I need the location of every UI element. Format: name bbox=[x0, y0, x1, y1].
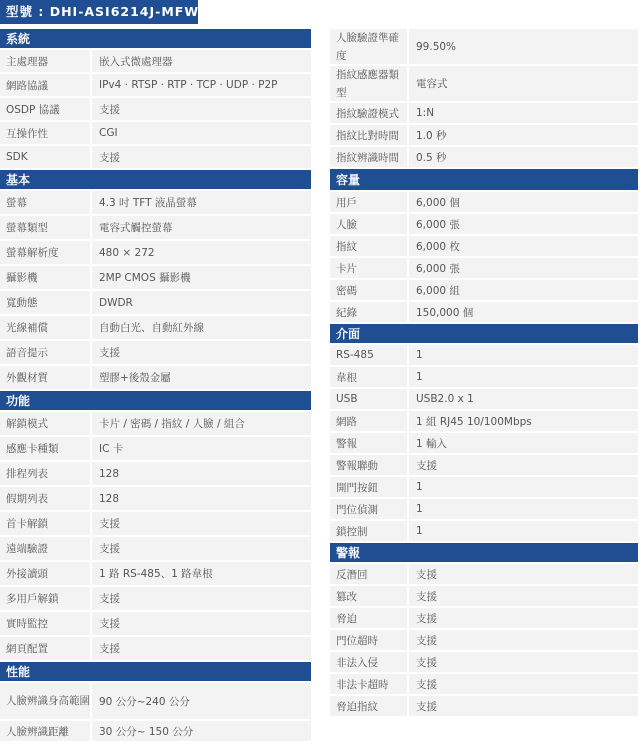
spec-row bbox=[0, 487, 311, 510]
spec-label: SDK bbox=[0, 146, 90, 168]
spec-label: 互操作性 bbox=[0, 122, 90, 144]
spec-row bbox=[0, 412, 311, 435]
spec-label: 感應卡種類 bbox=[0, 437, 90, 460]
spec-value: IC 卡 bbox=[92, 437, 311, 460]
spec-row bbox=[330, 66, 638, 101]
spec-value: 1 輸入 bbox=[409, 433, 638, 453]
section-header: 介面 bbox=[330, 324, 638, 343]
spec-value: 4.3 吋 TFT 液晶螢幕 bbox=[92, 191, 311, 214]
spec-row bbox=[330, 586, 638, 606]
spec-row bbox=[0, 437, 311, 460]
spec-value: 1 bbox=[409, 499, 638, 519]
spec-label: 反潛回 bbox=[330, 564, 407, 584]
spec-row bbox=[330, 455, 638, 475]
spec-value: 480 × 272 bbox=[92, 241, 311, 264]
spec-row bbox=[330, 389, 638, 409]
spec-label: 韋根 bbox=[330, 367, 407, 387]
spec-label: 非法卡超時 bbox=[330, 674, 407, 694]
spec-label: 多用戶解鎖 bbox=[0, 587, 90, 610]
spec-value: 支援 bbox=[92, 537, 311, 560]
spec-value: 電容式 bbox=[409, 66, 638, 101]
section-header: 基本 bbox=[0, 170, 311, 189]
spec-label: 螢幕解析度 bbox=[0, 241, 90, 264]
spec-row bbox=[330, 499, 638, 519]
spec-label: 攝影機 bbox=[0, 266, 90, 289]
spec-row bbox=[0, 191, 311, 214]
spec-label: 脅迫 bbox=[330, 608, 407, 628]
spec-value: 1 bbox=[409, 367, 638, 387]
spec-value: 1 bbox=[409, 345, 638, 365]
spec-label: 脅迫指紋 bbox=[330, 696, 407, 716]
spec-value: 卡片 / 密碼 / 指紋 / 人臉 / 組合 bbox=[92, 412, 311, 435]
spec-value: 電容式觸控螢幕 bbox=[92, 216, 311, 239]
spec-label: 遠端驗證 bbox=[0, 537, 90, 560]
spec-row bbox=[0, 721, 311, 741]
spec-row bbox=[330, 608, 638, 628]
spec-row bbox=[0, 98, 311, 120]
spec-label: 門位超時 bbox=[330, 630, 407, 650]
spec-value: 支援 bbox=[92, 587, 311, 610]
spec-label: 解鎖模式 bbox=[0, 412, 90, 435]
spec-label: 紀錄 bbox=[330, 302, 407, 322]
spec-row bbox=[0, 537, 311, 560]
spec-value: 塑膠+後殼金屬 bbox=[92, 366, 311, 389]
spec-label: 篡改 bbox=[330, 586, 407, 606]
spec-row bbox=[0, 291, 311, 314]
spec-row bbox=[330, 258, 638, 278]
spec-value: 6,000 個 bbox=[409, 192, 638, 212]
spec-value: USB2.0 x 1 bbox=[409, 389, 638, 409]
spec-row bbox=[330, 29, 638, 64]
spec-value: 支援 bbox=[92, 637, 311, 660]
spec-row bbox=[330, 411, 638, 431]
spec-label: OSDP 協議 bbox=[0, 98, 90, 120]
spec-value: 2MP CMOS 攝影機 bbox=[92, 266, 311, 289]
spec-label: 網路協議 bbox=[0, 74, 90, 96]
spec-row bbox=[0, 562, 311, 585]
spec-value: 1:N bbox=[409, 103, 638, 123]
spec-label: 排程列表 bbox=[0, 462, 90, 485]
spec-row bbox=[0, 122, 311, 144]
spec-value: 支援 bbox=[92, 512, 311, 535]
spec-row bbox=[330, 236, 638, 256]
spec-value: 1 bbox=[409, 477, 638, 497]
section-header: 功能 bbox=[0, 391, 311, 410]
spec-value: 支援 bbox=[409, 652, 638, 672]
spec-row bbox=[330, 367, 638, 387]
section-header: 警報 bbox=[330, 543, 638, 562]
model-title: 型號 : DHI-ASI6214J-MFW bbox=[0, 0, 198, 24]
spec-value: 99.50% bbox=[409, 29, 638, 64]
spec-label: 開門按鈕 bbox=[330, 477, 407, 497]
spec-label: 主處理器 bbox=[0, 50, 90, 72]
spec-value: 6,000 組 bbox=[409, 280, 638, 300]
spec-value: 90 公分~240 公分 bbox=[92, 683, 311, 719]
spec-label: 螢幕類型 bbox=[0, 216, 90, 239]
spec-row bbox=[0, 366, 311, 389]
spec-value: 1 路 RS-485、1 路韋根 bbox=[92, 562, 311, 585]
spec-label: 螢幕 bbox=[0, 191, 90, 214]
spec-row bbox=[0, 316, 311, 339]
spec-row bbox=[0, 266, 311, 289]
spec-label: 外觀材質 bbox=[0, 366, 90, 389]
spec-value: 150,000 個 bbox=[409, 302, 638, 322]
spec-row bbox=[330, 433, 638, 453]
spec-value: 30 公分~ 150 公分 bbox=[92, 721, 311, 741]
spec-label: RS-485 bbox=[330, 345, 407, 365]
spec-row bbox=[0, 512, 311, 535]
spec-row bbox=[330, 564, 638, 584]
spec-column-left bbox=[0, 29, 311, 743]
spec-label: USB bbox=[330, 389, 407, 409]
spec-row bbox=[330, 147, 638, 167]
spec-row bbox=[330, 302, 638, 322]
spec-value: 6,000 張 bbox=[409, 258, 638, 278]
spec-value: 支援 bbox=[409, 630, 638, 650]
spec-row bbox=[330, 521, 638, 541]
spec-row bbox=[0, 683, 311, 719]
spec-value: 支援 bbox=[92, 341, 311, 364]
spec-row bbox=[330, 696, 638, 716]
spec-label: 密碼 bbox=[330, 280, 407, 300]
section-header: 容量 bbox=[330, 169, 638, 190]
spec-row bbox=[0, 216, 311, 239]
spec-value: IPv4 · RTSP · RTP · TCP · UDP · P2P bbox=[92, 74, 311, 96]
spec-row bbox=[330, 125, 638, 145]
spec-value: 自動白光、自動紅外線 bbox=[92, 316, 311, 339]
spec-column-right bbox=[330, 29, 638, 718]
spec-label: 卡片 bbox=[330, 258, 407, 278]
spec-label: 用戶 bbox=[330, 192, 407, 212]
spec-label: 實時監控 bbox=[0, 612, 90, 635]
spec-label: 人臉 bbox=[330, 214, 407, 234]
spec-value: 1.0 秒 bbox=[409, 125, 638, 145]
section-header: 系統 bbox=[0, 29, 311, 48]
spec-label: 語音提示 bbox=[0, 341, 90, 364]
spec-row bbox=[330, 477, 638, 497]
spec-value: 128 bbox=[92, 462, 311, 485]
spec-label: 門位偵測 bbox=[330, 499, 407, 519]
spec-value: 支援 bbox=[409, 696, 638, 716]
spec-label: 非法入侵 bbox=[330, 652, 407, 672]
spec-label: 網頁配置 bbox=[0, 637, 90, 660]
spec-label: 外接讀頭 bbox=[0, 562, 90, 585]
section-header: 性能 bbox=[0, 662, 311, 681]
spec-value: 支援 bbox=[409, 564, 638, 584]
spec-label: 假期列表 bbox=[0, 487, 90, 510]
spec-value: 支援 bbox=[92, 146, 311, 168]
spec-row bbox=[330, 674, 638, 694]
spec-value: 6,000 張 bbox=[409, 214, 638, 234]
spec-row bbox=[0, 241, 311, 264]
spec-value: CGI bbox=[92, 122, 311, 144]
spec-label: 指紋驗證模式 bbox=[330, 103, 407, 123]
spec-value: 支援 bbox=[409, 674, 638, 694]
spec-label: 首卡解鎖 bbox=[0, 512, 90, 535]
spec-label: 人臉辨識身高範圍 bbox=[0, 683, 90, 719]
spec-label: 指紋辨識時間 bbox=[330, 147, 407, 167]
spec-row bbox=[0, 50, 311, 72]
spec-label: 指紋 bbox=[330, 236, 407, 256]
spec-row bbox=[0, 341, 311, 364]
spec-value: 支援 bbox=[409, 586, 638, 606]
spec-value: 6,000 枚 bbox=[409, 236, 638, 256]
spec-label: 鎖控制 bbox=[330, 521, 407, 541]
spec-label: 指紋感應器類型 bbox=[330, 66, 407, 101]
spec-value: 支援 bbox=[92, 98, 311, 120]
spec-row bbox=[330, 192, 638, 212]
spec-value: 支援 bbox=[409, 608, 638, 628]
spec-row bbox=[0, 146, 311, 168]
spec-label: 警報聯動 bbox=[330, 455, 407, 475]
spec-value: 128 bbox=[92, 487, 311, 510]
spec-label: 指紋比對時間 bbox=[330, 125, 407, 145]
spec-value: 0.5 秒 bbox=[409, 147, 638, 167]
spec-row bbox=[0, 74, 311, 96]
spec-row bbox=[330, 652, 638, 672]
spec-label: 寬動態 bbox=[0, 291, 90, 314]
spec-row bbox=[0, 587, 311, 610]
spec-row bbox=[0, 637, 311, 660]
spec-row bbox=[330, 630, 638, 650]
spec-row bbox=[330, 280, 638, 300]
spec-row bbox=[0, 612, 311, 635]
spec-value: 支援 bbox=[409, 455, 638, 475]
spec-row bbox=[0, 462, 311, 485]
spec-value: 1 組 RJ45 10/100Mbps bbox=[409, 411, 638, 431]
spec-value: DWDR bbox=[92, 291, 311, 314]
spec-value: 1 bbox=[409, 521, 638, 541]
spec-label: 光線補償 bbox=[0, 316, 90, 339]
spec-label: 人臉驗證準確度 bbox=[330, 29, 407, 64]
spec-row bbox=[330, 214, 638, 234]
spec-label: 網路 bbox=[330, 411, 407, 431]
spec-label: 人臉辨識距離 bbox=[0, 721, 90, 741]
spec-row bbox=[330, 103, 638, 123]
spec-label: 警報 bbox=[330, 433, 407, 453]
spec-value: 嵌入式微處理器 bbox=[92, 50, 311, 72]
spec-value: 支援 bbox=[92, 612, 311, 635]
spec-row bbox=[330, 345, 638, 365]
